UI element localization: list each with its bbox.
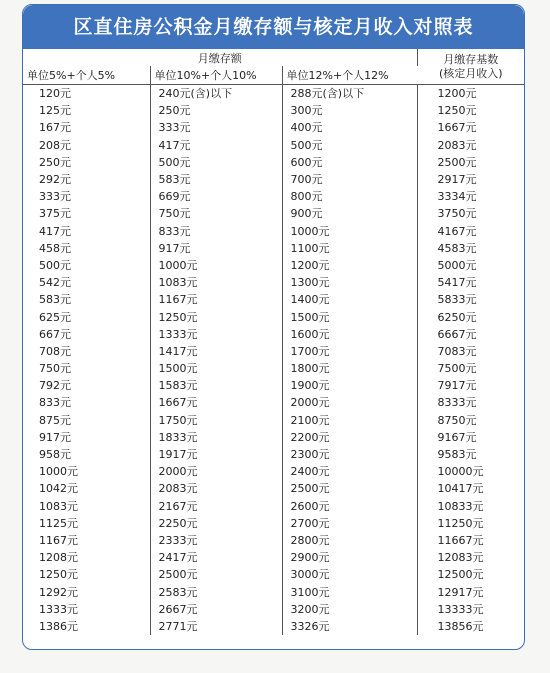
- cell-12pct: 2600元: [282, 498, 417, 515]
- cell-12pct: 3200元: [282, 601, 417, 618]
- cell-12pct: 1400元: [282, 291, 417, 308]
- cell-12pct: 1700元: [282, 343, 417, 360]
- cell-5pct: 625元: [23, 308, 150, 325]
- cell-10pct: 240元(含)以下: [150, 85, 282, 103]
- cell-10pct: 1583元: [150, 377, 282, 394]
- cell-5pct: 292元: [23, 171, 150, 188]
- cell-5pct: 1083元: [23, 498, 150, 515]
- table-row: [23, 274, 524, 291]
- cell-12pct: 900元: [282, 205, 417, 222]
- cell-10pct: 1667元: [150, 394, 282, 411]
- cell-5pct: 1125元: [23, 515, 150, 532]
- table-row: [23, 240, 524, 257]
- cell-5pct: 708元: [23, 343, 150, 360]
- table-row: [23, 137, 524, 154]
- table-row: [23, 291, 524, 308]
- table-row: [23, 429, 524, 446]
- cell-12pct: 700元: [282, 171, 417, 188]
- table-title: 区直住房公积金月缴存额与核定月收入对照表: [23, 5, 524, 49]
- cell-5pct: 1386元: [23, 618, 150, 635]
- cell-base: 3334元: [437, 190, 477, 204]
- table-row: [23, 360, 524, 377]
- cell-10pct: 2000元: [150, 463, 282, 480]
- cell-base: 5833元: [437, 293, 477, 307]
- cell-5pct: 792元: [23, 377, 150, 394]
- cell-5pct: 167元: [23, 119, 150, 136]
- cell-12pct: 2400元: [282, 463, 417, 480]
- cell-12pct: 2200元: [282, 429, 417, 446]
- cell-base: 2500元: [437, 155, 477, 169]
- table-row: [23, 377, 524, 394]
- cell-base: 1200元: [437, 87, 477, 101]
- table-row: [23, 171, 524, 188]
- cell-5pct: 1250元: [23, 566, 150, 583]
- table-row: [23, 412, 524, 429]
- cell-10pct: 1083元: [150, 274, 282, 291]
- cell-base: 1250元: [437, 104, 477, 118]
- table-row: [23, 515, 524, 532]
- cell-10pct: 1167元: [150, 291, 282, 308]
- cell-base: 7500元: [437, 362, 477, 376]
- cell-5pct: 458元: [23, 240, 150, 257]
- table-row: [23, 618, 524, 635]
- cell-base: 8750元: [437, 413, 477, 427]
- cell-12pct: 3100元: [282, 583, 417, 600]
- cell-10pct: 1833元: [150, 429, 282, 446]
- cell-10pct: 2667元: [150, 601, 282, 618]
- cell-5pct: 542元: [23, 274, 150, 291]
- cell-10pct: 2250元: [150, 515, 282, 532]
- cell-10pct: 583元: [150, 171, 282, 188]
- table-row: [23, 257, 524, 274]
- cell-5pct: 958元: [23, 446, 150, 463]
- cell-5pct: 1333元: [23, 601, 150, 618]
- contribution-table: [23, 49, 524, 635]
- cell-12pct: 1500元: [282, 308, 417, 325]
- cell-10pct: 750元: [150, 205, 282, 222]
- cell-10pct: 2417元: [150, 549, 282, 566]
- cell-12pct: 1000元: [282, 223, 417, 240]
- cell-5pct: 125元: [23, 102, 150, 119]
- cell-12pct: 2000元: [282, 394, 417, 411]
- table-row: [23, 154, 524, 171]
- cell-5pct: 208元: [23, 137, 150, 154]
- cell-12pct: 2300元: [282, 446, 417, 463]
- cell-10pct: 2333元: [150, 532, 282, 549]
- cell-10pct: 2167元: [150, 498, 282, 515]
- table-row: [23, 601, 524, 618]
- cell-base: 13333元: [437, 602, 484, 616]
- cell-10pct: 500元: [150, 154, 282, 171]
- cell-5pct: 417元: [23, 223, 150, 240]
- column-header-5pct: 单位5%+个人5%: [23, 66, 150, 85]
- cell-base: 10417元: [437, 482, 484, 496]
- table-row: [23, 463, 524, 480]
- table-row: [23, 102, 524, 119]
- table-row: [23, 498, 524, 515]
- cell-10pct: 1500元: [150, 360, 282, 377]
- cell-base: 11250元: [437, 516, 484, 530]
- cell-10pct: 1250元: [150, 308, 282, 325]
- cell-base: 3750元: [437, 207, 477, 221]
- base-header-line1: 月缴存基数: [443, 52, 499, 66]
- cell-base: 2917元: [437, 173, 477, 187]
- cell-5pct: 583元: [23, 291, 150, 308]
- table-row: [23, 343, 524, 360]
- table-body: [23, 85, 524, 636]
- table-row: [23, 308, 524, 325]
- cell-10pct: 669元: [150, 188, 282, 205]
- cell-12pct: 2700元: [282, 515, 417, 532]
- cell-12pct: 600元: [282, 154, 417, 171]
- cell-5pct: 120元: [23, 85, 150, 103]
- cell-base: 6250元: [437, 310, 477, 324]
- cell-base: 13856元: [437, 619, 484, 633]
- cell-5pct: 875元: [23, 412, 150, 429]
- table-row: [23, 549, 524, 566]
- cell-12pct: 1900元: [282, 377, 417, 394]
- cell-base: 5417元: [437, 276, 477, 290]
- cell-12pct: 3000元: [282, 566, 417, 583]
- table-row: [23, 119, 524, 136]
- cell-5pct: 667元: [23, 326, 150, 343]
- cell-10pct: 1917元: [150, 446, 282, 463]
- cell-12pct: 1800元: [282, 360, 417, 377]
- cell-10pct: 333元: [150, 119, 282, 136]
- cell-5pct: 917元: [23, 429, 150, 446]
- table-row: [23, 326, 524, 343]
- cell-base: 12083元: [437, 551, 484, 565]
- table-row: [23, 446, 524, 463]
- cell-10pct: 833元: [150, 223, 282, 240]
- cell-12pct: 2500元: [282, 480, 417, 497]
- cell-10pct: 1333元: [150, 326, 282, 343]
- cell-10pct: 1417元: [150, 343, 282, 360]
- cell-base: 10000元: [437, 465, 484, 479]
- cell-5pct: 333元: [23, 188, 150, 205]
- table-row: [23, 85, 524, 103]
- cell-10pct: 2583元: [150, 583, 282, 600]
- cell-base: 2083元: [437, 138, 477, 152]
- cell-10pct: 917元: [150, 240, 282, 257]
- cell-5pct: 1042元: [23, 480, 150, 497]
- cell-10pct: 2771元: [150, 618, 282, 635]
- group-header-monthly-contribution: 月缴存额: [23, 49, 417, 66]
- table-row: [23, 532, 524, 549]
- cell-12pct: 800元: [282, 188, 417, 205]
- cell-12pct: 2900元: [282, 549, 417, 566]
- cell-base: 12500元: [437, 568, 484, 582]
- cell-12pct: 400元: [282, 119, 417, 136]
- cell-10pct: 250元: [150, 102, 282, 119]
- cell-base: 7083元: [437, 344, 477, 358]
- table-row: [23, 223, 524, 240]
- cell-12pct: 1100元: [282, 240, 417, 257]
- cell-base: 1667元: [437, 121, 477, 135]
- cell-base: 12917元: [437, 585, 484, 599]
- cell-5pct: 375元: [23, 205, 150, 222]
- cell-12pct: 1300元: [282, 274, 417, 291]
- cell-base: 4583元: [437, 241, 477, 255]
- cell-base: 9583元: [437, 448, 477, 462]
- cell-12pct: 288元(含)以下: [282, 85, 417, 103]
- table-row: [23, 205, 524, 222]
- base-column-header: [417, 49, 524, 85]
- cell-10pct: 2500元: [150, 566, 282, 583]
- cell-5pct: 1208元: [23, 549, 150, 566]
- table-card: [22, 4, 525, 650]
- cell-12pct: 1600元: [282, 326, 417, 343]
- cell-10pct: 417元: [150, 137, 282, 154]
- cell-base: 7917元: [437, 379, 477, 393]
- cell-base: 11667元: [437, 533, 484, 547]
- table-row: [23, 566, 524, 583]
- cell-5pct: 1167元: [23, 532, 150, 549]
- cell-12pct: 500元: [282, 137, 417, 154]
- cell-5pct: 833元: [23, 394, 150, 411]
- table-row: [23, 480, 524, 497]
- table-row: [23, 188, 524, 205]
- cell-base: 9167元: [437, 430, 477, 444]
- cell-12pct: 2800元: [282, 532, 417, 549]
- cell-10pct: 1000元: [150, 257, 282, 274]
- column-header-12pct: 单位12%+个人12%: [282, 66, 417, 85]
- table-row: [23, 394, 524, 411]
- cell-base: 10833元: [437, 499, 484, 513]
- cell-10pct: 1750元: [150, 412, 282, 429]
- base-header-line2: (核定月收入): [438, 66, 503, 80]
- cell-5pct: 250元: [23, 154, 150, 171]
- column-header-10pct: 单位10%+个人10%: [150, 66, 282, 85]
- cell-base: 5000元: [437, 258, 477, 272]
- cell-12pct: 3326元: [282, 618, 417, 635]
- cell-12pct: 1200元: [282, 257, 417, 274]
- cell-5pct: 500元: [23, 257, 150, 274]
- cell-5pct: 750元: [23, 360, 150, 377]
- cell-10pct: 2083元: [150, 480, 282, 497]
- cell-base: 6667元: [437, 327, 477, 341]
- table-row: [23, 583, 524, 600]
- cell-base: 4167元: [437, 224, 477, 238]
- cell-base: 8333元: [437, 396, 477, 410]
- cell-12pct: 300元: [282, 102, 417, 119]
- cell-5pct: 1292元: [23, 583, 150, 600]
- cell-12pct: 2100元: [282, 412, 417, 429]
- cell-5pct: 1000元: [23, 463, 150, 480]
